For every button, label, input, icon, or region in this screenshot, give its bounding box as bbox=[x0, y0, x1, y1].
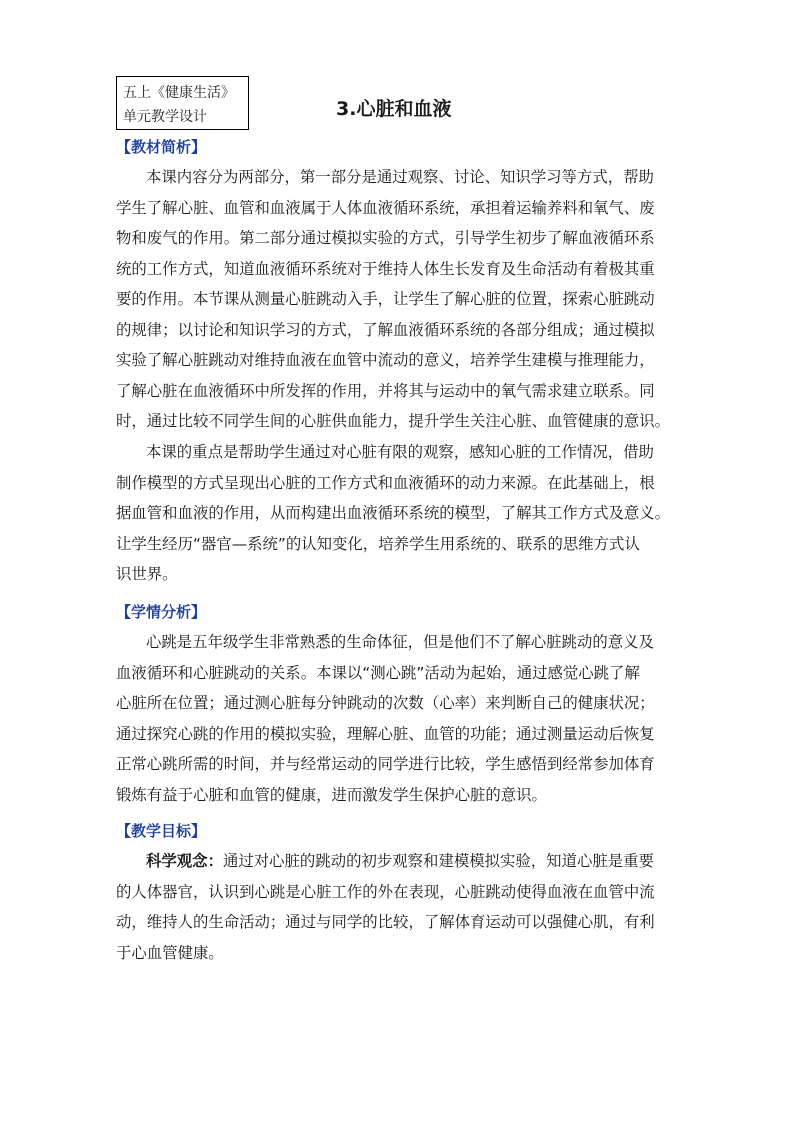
unit-label-box bbox=[116, 76, 249, 130]
text-line bbox=[116, 846, 696, 877]
section-heading-goals: 【教学目标】 bbox=[116, 822, 207, 840]
text-line: 心脏所在位置；通过测心脏每分钟跳动的次数（心率）来判断自己的健康状况； bbox=[116, 694, 655, 712]
text-line: 识世界。 bbox=[116, 565, 178, 583]
text-line: 于心血管健康。 bbox=[116, 943, 224, 962]
section-heading-textbook: 【教材简析】 bbox=[116, 138, 207, 156]
text-line: 要的作用。本节课从测量心脏跳动入手，让学生了解心脏的位置，探索心脏跳动 bbox=[116, 290, 655, 308]
unit-label-line2: 单元教学设计 bbox=[123, 109, 207, 125]
text-line: 的规律；以讨论和知识学习的方式，了解血液循环系统的各部分组成；通过模拟 bbox=[116, 320, 655, 339]
learner-paragraph bbox=[116, 627, 696, 810]
text-line: 通过探究心跳的作用的模拟实验，理解心脏、血管的功能；通过测量运动后恢复 bbox=[116, 724, 655, 743]
text-line: 让学生经历“器官—系统”的认知变化，培养学生用系统的、联系的思维方式认 bbox=[116, 534, 640, 553]
text-line: 统的工作方式，知道血液循环系统对于维持人体生长发育及生命活动有着极其重 bbox=[116, 259, 655, 278]
textbook-paragraph-1 bbox=[116, 162, 696, 437]
text-line: 实验了解心脏跳动对维持血液在血管中流动的意义，培养学生建模与推理能力， bbox=[116, 351, 655, 369]
text-line: 了解心脏在血液循环中所发挥的作用，并将其与运动中的氧气需求建立联系。同 bbox=[116, 381, 655, 400]
text-line: 据血管和血液的作用，从而构建出血液循环系统的模型，了解其工作方式及意义。 bbox=[116, 504, 671, 522]
unit-label-line1: 五上《健康生活》 bbox=[123, 85, 235, 101]
goals-paragraph bbox=[116, 846, 696, 968]
text-line: 的人体器官，认识到心跳是心脏工作的外在表现，心脏跳动使得血液在血管中流 bbox=[116, 882, 655, 901]
text-line: 血液循环和心脏跳动的关系。本课以“测心跳”活动为起始，通过感觉心跳了解 bbox=[116, 663, 640, 682]
textbook-paragraph-2 bbox=[116, 437, 696, 590]
text-line: 本课内容分为两部分，第一部分是通过观察、讨论、知识学习等方式，帮助 bbox=[146, 168, 654, 186]
section-heading-learner: 【学情分析】 bbox=[116, 603, 207, 621]
text-line: 心跳是五年级学生非常熟悉的生命体征，但是他们不了解心脏跳动的意义及 bbox=[146, 633, 654, 651]
text-line: 时，通过比较不同学生间的心脏供血能力，提升学生关注心脏、血管健康的意识。 bbox=[116, 412, 671, 430]
text-line: 学生了解心脏、血管和血液属于人体血液循环系统，承担着运输养料和氧气、废 bbox=[116, 198, 655, 217]
text-line: 物和废气的作用。第二部分通过模拟实验的方式，引导学生初步了解血液循环系 bbox=[116, 229, 655, 247]
text-line: 正常心跳所需的时间，并与经常运动的同学进行比较，学生感悟到经常参加体育 bbox=[116, 755, 655, 773]
text-line: 动，维持人的生命活动；通过与同学的比较，了解体育运动可以强健心肌，有利 bbox=[116, 913, 655, 931]
goals-first-line-text: 通过对心脏的跳动的初步观察和建模模拟实验，知道心脏是重要 bbox=[222, 852, 654, 870]
science-concept-label: 科学观念： bbox=[146, 852, 223, 870]
text-line: 锻炼有益于心脏和血管的健康，进而激发学生保护心脏的意识。 bbox=[116, 785, 547, 804]
page-title: 3.心脏和血液 bbox=[336, 98, 452, 120]
text-line: 本课的重点是帮助学生通过对心脏有限的观察，感知心脏的工作情况，借助 bbox=[146, 443, 654, 461]
text-line: 制作模型的方式呈现出心脏的工作方式和血液循环的动力来源。在此基础上，根 bbox=[116, 473, 655, 492]
